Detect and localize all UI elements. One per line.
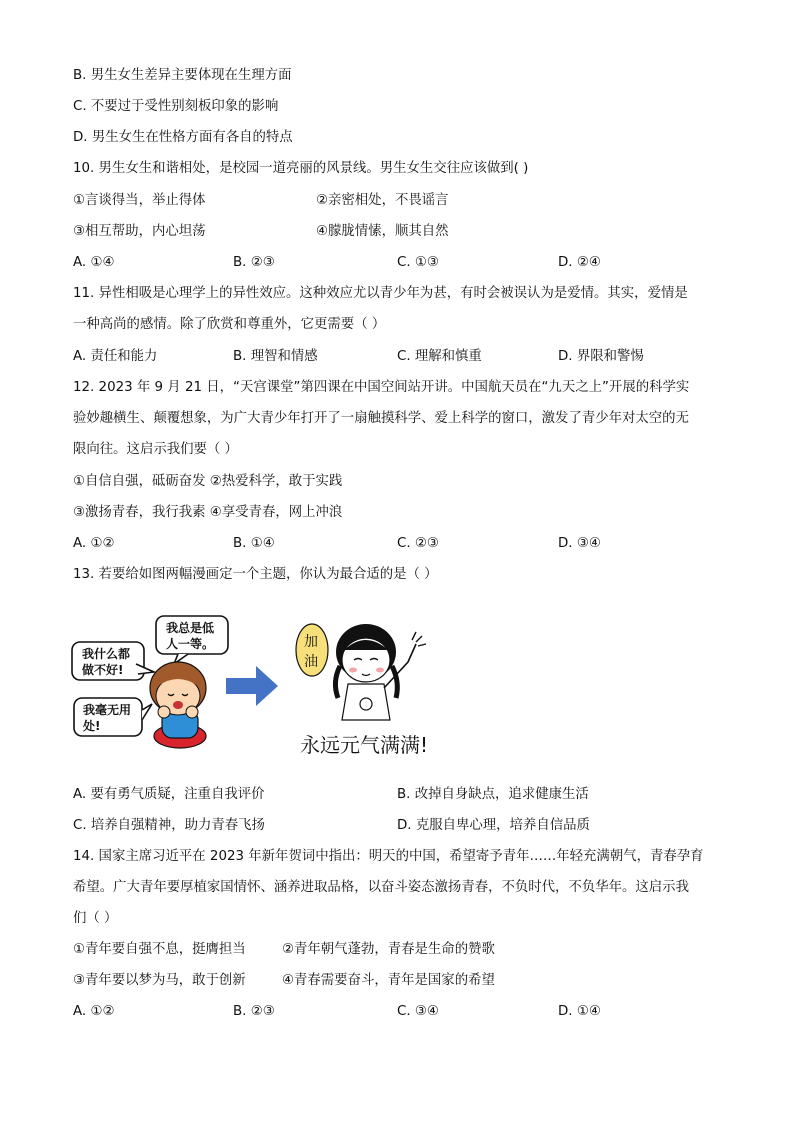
q10-item-4: ④朦胧情愫，顺其自然	[316, 224, 449, 239]
q11-stem-line2: 一种高尚的感情。除了欣赏和尊重外，它更需要（ ）	[73, 317, 386, 332]
q12-option-d: D. ③④	[558, 536, 601, 551]
q11-option-b: B. 理智和情感	[233, 349, 318, 364]
q10-option-b: B. ②③	[233, 255, 275, 270]
q14-option-a: A. ①②	[73, 1004, 115, 1019]
q12-option-c: C. ②③	[397, 536, 439, 551]
q11-option-a: A. 责任和能力	[73, 349, 158, 364]
bubble-bottom-line2: 处!	[83, 719, 101, 733]
q13-stem: 13. 若要给如图两幅漫画定一个主题，你认为最合适的是（ ）	[73, 567, 438, 582]
q13-option-b: B. 改掉自身缺点，追求健康生活	[397, 787, 589, 802]
q10-option-a: A. ①④	[73, 255, 115, 270]
q13-option-d: D. 克服自卑心理，培养自信品质	[397, 818, 590, 833]
q9-option-b: B. 男生女生差异主要体现在生理方面	[73, 68, 292, 83]
q10-item-3: ③相互帮助，内心坦荡	[73, 224, 206, 239]
bubble-bottom-line1: 我毫无用	[83, 703, 132, 717]
q10-option-c: C. ①③	[397, 255, 439, 270]
q12-option-b: B. ①④	[233, 536, 275, 551]
cartoon-caption: 永远元气满满!	[300, 733, 429, 757]
q11-option-c: C. 理解和慎重	[397, 349, 482, 364]
bubble-top-line1: 我总是低	[166, 621, 215, 635]
q10-item-2: ②亲密相处，不畏谣言	[316, 193, 449, 208]
q13-cartoon	[70, 606, 450, 768]
q14-item-4: ④青春需要奋斗，青年是国家的希望	[282, 973, 495, 988]
q10-option-d: D. ②④	[558, 255, 601, 270]
q14-option-c: C. ③④	[397, 1004, 439, 1019]
q10-stem: 10. 男生女生和谐相处，是校园一道亮丽的风景线。男生女生交往应该做到( )	[73, 161, 529, 176]
q14-item-2: ②青年朝气蓬勃，青春是生命的赞歌	[282, 942, 495, 957]
q13-option-a: A. 要有勇气质疑，注重自我评价	[73, 787, 265, 802]
q14-stem-line1: 14. 国家主席习近平在 2023 年新年贺词中指出：明天的中国，希望寄予青年……年轻充满朝气，青春孕育	[73, 849, 704, 864]
q14-option-b: B. ②③	[233, 1004, 275, 1019]
jiayou-char-1: 加	[304, 634, 318, 650]
q14-option-d: D. ①④	[558, 1004, 601, 1019]
q10-item-1: ①言谈得当，举止得体	[73, 193, 206, 208]
sad-child-illustration	[72, 616, 228, 748]
q9-option-d: D. 男生女生在性格方面有各自的特点	[73, 130, 293, 145]
q12-option-a: A. ①②	[73, 536, 115, 551]
cheerful-girl-illustration	[296, 624, 428, 757]
q11-option-d: D. 界限和警惕	[558, 349, 644, 364]
q12-stem-line2: 验妙趣横生、颠覆想象，为广大青少年打开了一扇触摸科学、爱上科学的窗口，激发了青少年对太空的无	[73, 411, 689, 426]
bubble-left-line2: 做不好!	[82, 663, 124, 677]
q14-stem-line3: 们（ ）	[73, 911, 118, 926]
q14-stem-line2: 希望。广大青年要厚植家国情怀、涵养进取品格，以奋斗姿态激扬青春，不负时代，不负华年。这启示我	[73, 880, 689, 895]
q12-stem-line1: 12. 2023 年 9 月 21 日，“天宫课堂”第四课在中国空间站开讲。中国航天员在“九天之上”开展的科学实	[73, 380, 690, 395]
q9-option-c: C. 不要过于受性别刻板印象的影响	[73, 99, 279, 114]
bubble-left-line1: 我什么都	[82, 647, 131, 661]
q13-option-c: C. 培养自强精神，助力青春飞扬	[73, 818, 265, 833]
q12-items-line1: ①自信自强，砥砺奋发 ②热爱科学，敢于实践	[73, 474, 343, 489]
jiayou-char-2: 油	[304, 654, 318, 670]
q11-stem-line1: 11. 异性相吸是心理学上的异性效应。这种效应尤以青少年为甚，有时会被误认为是爱情。其实，爱情是	[73, 286, 688, 301]
q14-item-1: ①青年要自强不息，挺膺担当	[73, 942, 246, 957]
q12-items-line2: ③激扬青春，我行我素 ④享受青春，网上冲浪	[73, 505, 343, 520]
bubble-top-line2: 人一等。	[166, 637, 215, 651]
q14-item-3: ③青年要以梦为马，敢于创新	[73, 973, 246, 988]
right-arrow-icon	[226, 666, 278, 706]
q12-stem-line3: 限向往。这启示我们要（ ）	[73, 442, 238, 457]
